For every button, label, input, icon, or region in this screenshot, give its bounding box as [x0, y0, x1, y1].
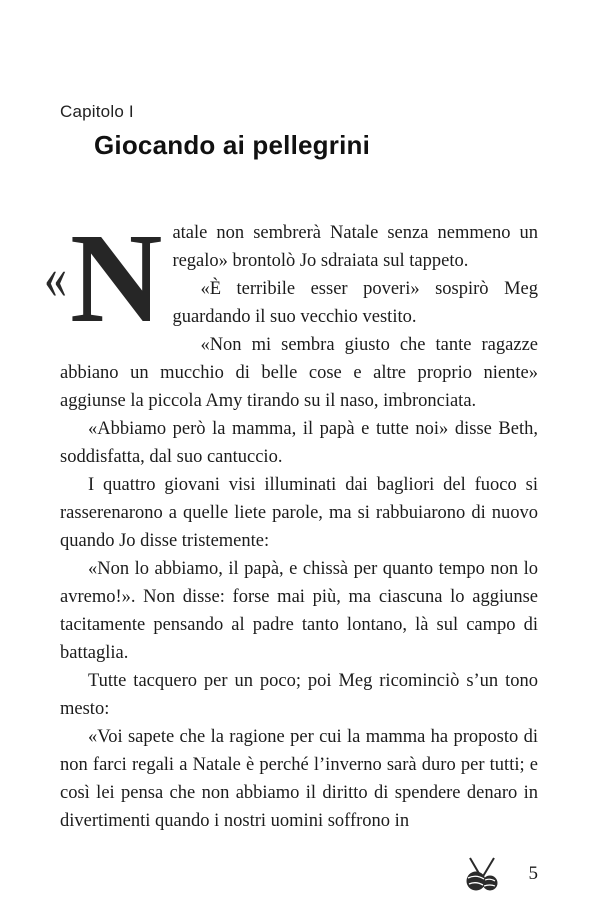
chapter-label: Capitolo I [60, 102, 134, 121]
opening-quote-mark: « [44, 242, 67, 312]
page-footer [461, 857, 539, 891]
paragraph: «È terribile esser poveri» sospirò Meg guardando il suo vecchio vestito. [172, 279, 538, 327]
yarn-icon [461, 857, 503, 891]
drop-cap-letter: N [70, 206, 161, 349]
drop-cap [44, 206, 161, 349]
chapter-title: Giocando ai pellegrini [94, 130, 371, 160]
paragraph: «Abbiamo però la mamma, il papà e tutte noi» disse Beth, soddisfatta, dal suo cantuccio. [60, 419, 538, 467]
paragraph: «Non mi sembra giusto che tante ragazze abbiano un mucchio di belle cose e altre proprio niente» aggiunse la piccola Amy tirando su il naso, imbronciata. [60, 335, 538, 411]
page-number: 5 [528, 863, 538, 884]
paragraph: Tutte tacquero per un poco; poi Meg ricominciò s’un tono mesto: [60, 671, 538, 719]
paragraph: «Non lo abbiamo, il papà, e chissà per quanto tempo non lo avremo!». Non disse: forse mai più, ma ciascuna lo aggiunse tacitamente pensando al padre tanto lontano, là sul campo di battaglia. [60, 559, 538, 663]
paragraph: «Voi sapete che la ragione per cui la mamma ha proposto di non farci regali a Natale è perché l’inverno sarà duro per tutti; e così lei pensa che non abbiamo il diritto di spendere denaro in divertimenti quando i nostri uomini soffrono in [60, 727, 538, 831]
paragraph: I quattro giovani visi illuminati dai bagliori del fuoco si rasserenarono a quelle liete parole, ma si rabbuiarono di nuovo quando Jo disse tristemente: [60, 475, 538, 551]
paragraph: atale non sembrerà Natale senza nemmeno un regalo» brontolò Jo sdraiata sul tappeto. [172, 223, 538, 271]
body-text [44, 206, 538, 835]
